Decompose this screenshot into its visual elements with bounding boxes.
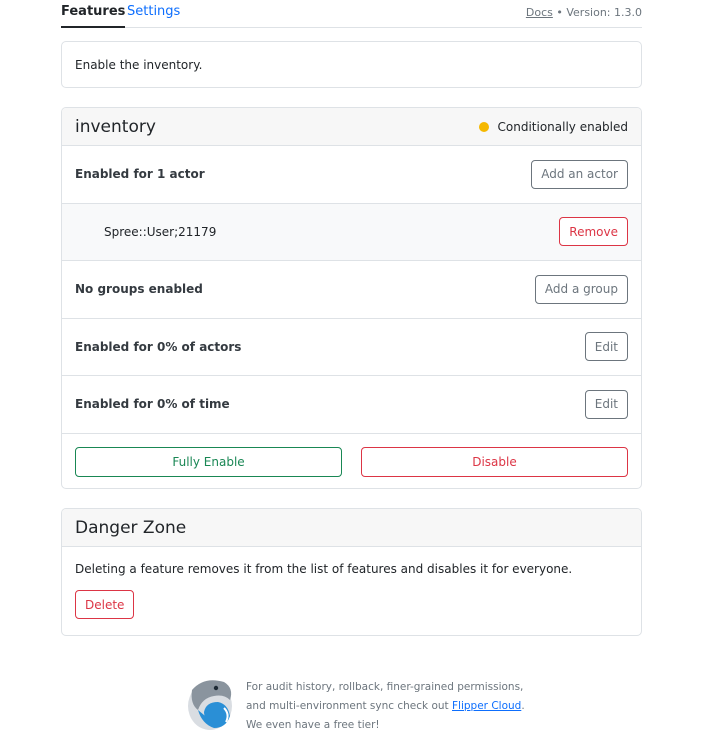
footer-text — [246, 678, 526, 735]
edit-percentage-actors-button[interactable]: Edit — [585, 332, 628, 361]
disable-button[interactable]: Disable — [361, 447, 628, 477]
actor-value: Spree::User;21179 — [104, 224, 217, 239]
edit-percentage-time-button[interactable]: Edit — [585, 390, 628, 419]
actor-item-row — [62, 204, 641, 262]
version-text: • Version: 1.3.0 — [552, 6, 642, 19]
nav-meta — [526, 6, 642, 19]
percentage-actors-row — [62, 319, 641, 377]
add-group-button[interactable]: Add a group — [535, 275, 628, 304]
status-badge — [479, 120, 629, 134]
danger-zone-text: Deleting a feature removes it from the list of features and disables it for everyone. — [75, 562, 573, 576]
footer-line-2-prefix: and multi-environment sync check out — [246, 700, 452, 712]
add-actor-button[interactable]: Add an actor — [531, 160, 628, 189]
percentage-actors-label: Enabled for 0% of actors — [75, 339, 242, 354]
status-dot-icon — [479, 122, 489, 132]
footer-line-2-suffix: . — [521, 700, 525, 712]
feature-card — [61, 107, 642, 489]
actors-label: Enabled for 1 actor — [75, 167, 205, 182]
nav-bar — [61, 0, 642, 28]
tab-settings[interactable]: Settings — [127, 4, 181, 19]
footer — [184, 672, 524, 734]
status-text: Conditionally enabled — [497, 119, 628, 134]
remove-actor-button[interactable]: Remove — [559, 217, 628, 246]
footer-line-2 — [246, 697, 526, 716]
feature-header — [62, 108, 641, 146]
footer-line-1: For audit history, rollback, finer-grained permissions, — [246, 681, 524, 693]
feature-description: Enable the inventory. — [75, 57, 203, 72]
fully-enable-button[interactable]: Fully Enable — [75, 447, 342, 477]
main-container — [61, 0, 642, 612]
danger-zone-title: Danger Zone — [75, 517, 187, 538]
danger-zone-card — [61, 508, 642, 636]
danger-zone-body — [62, 547, 641, 634]
docs-link[interactable]: Docs — [525, 6, 553, 19]
groups-label: No groups enabled — [75, 282, 203, 297]
action-row — [62, 434, 641, 490]
percentage-time-row — [62, 376, 641, 434]
flipper-cloud-link[interactable]: Flipper Cloud — [452, 700, 522, 712]
dolphin-mascot-icon — [184, 674, 236, 732]
delete-button[interactable]: Delete — [75, 590, 134, 619]
tab-features[interactable]: Features — [61, 4, 125, 28]
description-card — [61, 41, 642, 88]
feature-name: inventory — [75, 116, 156, 137]
groups-row — [62, 261, 641, 319]
percentage-time-label: Enabled for 0% of time — [75, 397, 230, 412]
danger-zone-header — [62, 509, 641, 547]
actors-row — [62, 146, 641, 204]
footer-line-3: We even have a free tier! — [246, 719, 380, 731]
